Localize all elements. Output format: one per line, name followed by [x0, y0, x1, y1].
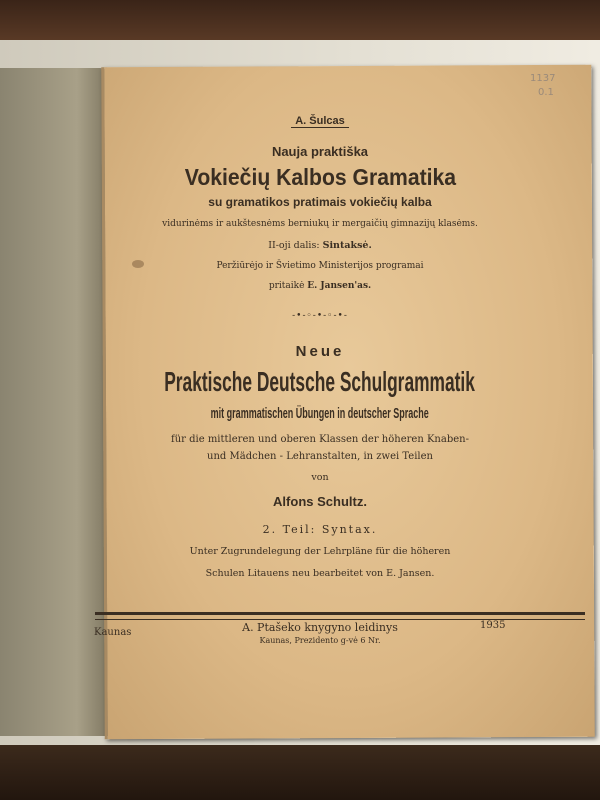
lt-subtitle: su gramatikos pratimais vokiečių kalba	[208, 195, 432, 209]
pencil-note: 0.1	[538, 87, 554, 98]
lt-author	[60, 116, 580, 127]
de-von: von	[311, 472, 329, 483]
de-subtitle	[60, 406, 580, 421]
lt-adapted	[60, 282, 580, 291]
imprint-rule	[95, 612, 585, 620]
background-floor	[0, 745, 600, 800]
pencil-note: 1137	[530, 73, 556, 84]
lt-title-pre: Nauja praktiška	[271, 144, 369, 159]
de-subtitle-text: mit grammatischen Übungen in deutscher Sprache	[210, 405, 430, 422]
de-audience-2: und Mädchen - Lehranstalten, in zwei Teilen	[207, 451, 433, 462]
lt-title	[60, 166, 580, 189]
imprint-city: Kaunas	[94, 627, 132, 638]
de-author: Alfons Schultz.	[273, 494, 367, 509]
lt-adapted-label: pritaikė	[268, 281, 305, 291]
lt-part-name: Sintaksė.	[322, 240, 372, 251]
pencil-notes	[530, 72, 555, 100]
lt-title-text: Vokiečių Kalbos Gramatika	[184, 164, 456, 190]
imprint-publisher: A. Ptašeko knygyno leidinys	[242, 621, 398, 634]
de-note-2: Schulen Litauens neu bearbeitet von E. Jansen.	[205, 568, 435, 579]
de-title-text: Praktische Deutsche Schulgrammatik	[164, 366, 476, 397]
ornament: -•-◦-•-◦-•-	[292, 311, 348, 321]
lt-part	[60, 241, 580, 251]
de-part: 2. Teil: Syntax.	[262, 523, 378, 536]
lt-adapted-by: E. Jansen'as.	[307, 281, 372, 291]
de-note-1: Unter Zugrundelegung der Lehrpläne für die höheren	[189, 546, 451, 557]
imprint-address: Kaunas, Prezidento g-vė 6 Nr.	[259, 636, 381, 645]
lt-author-text: A. Šulcas	[291, 115, 349, 128]
de-title	[60, 368, 580, 396]
imprint-year: 1935	[480, 620, 506, 631]
lt-part-label: II-oji dalis:	[268, 240, 320, 251]
lt-audience: vidurinėms ir aukštesnėms berniukų ir mergaičių gimnazijų klasėms.	[162, 219, 478, 229]
de-audience-1: für die mittleren und oberen Klassen der höheren Knaben-	[171, 434, 469, 445]
de-title-pre: Neue	[295, 343, 345, 360]
lt-reviewed: Peržiūrėjo ir Švietimo Ministerijos programai	[216, 261, 424, 271]
